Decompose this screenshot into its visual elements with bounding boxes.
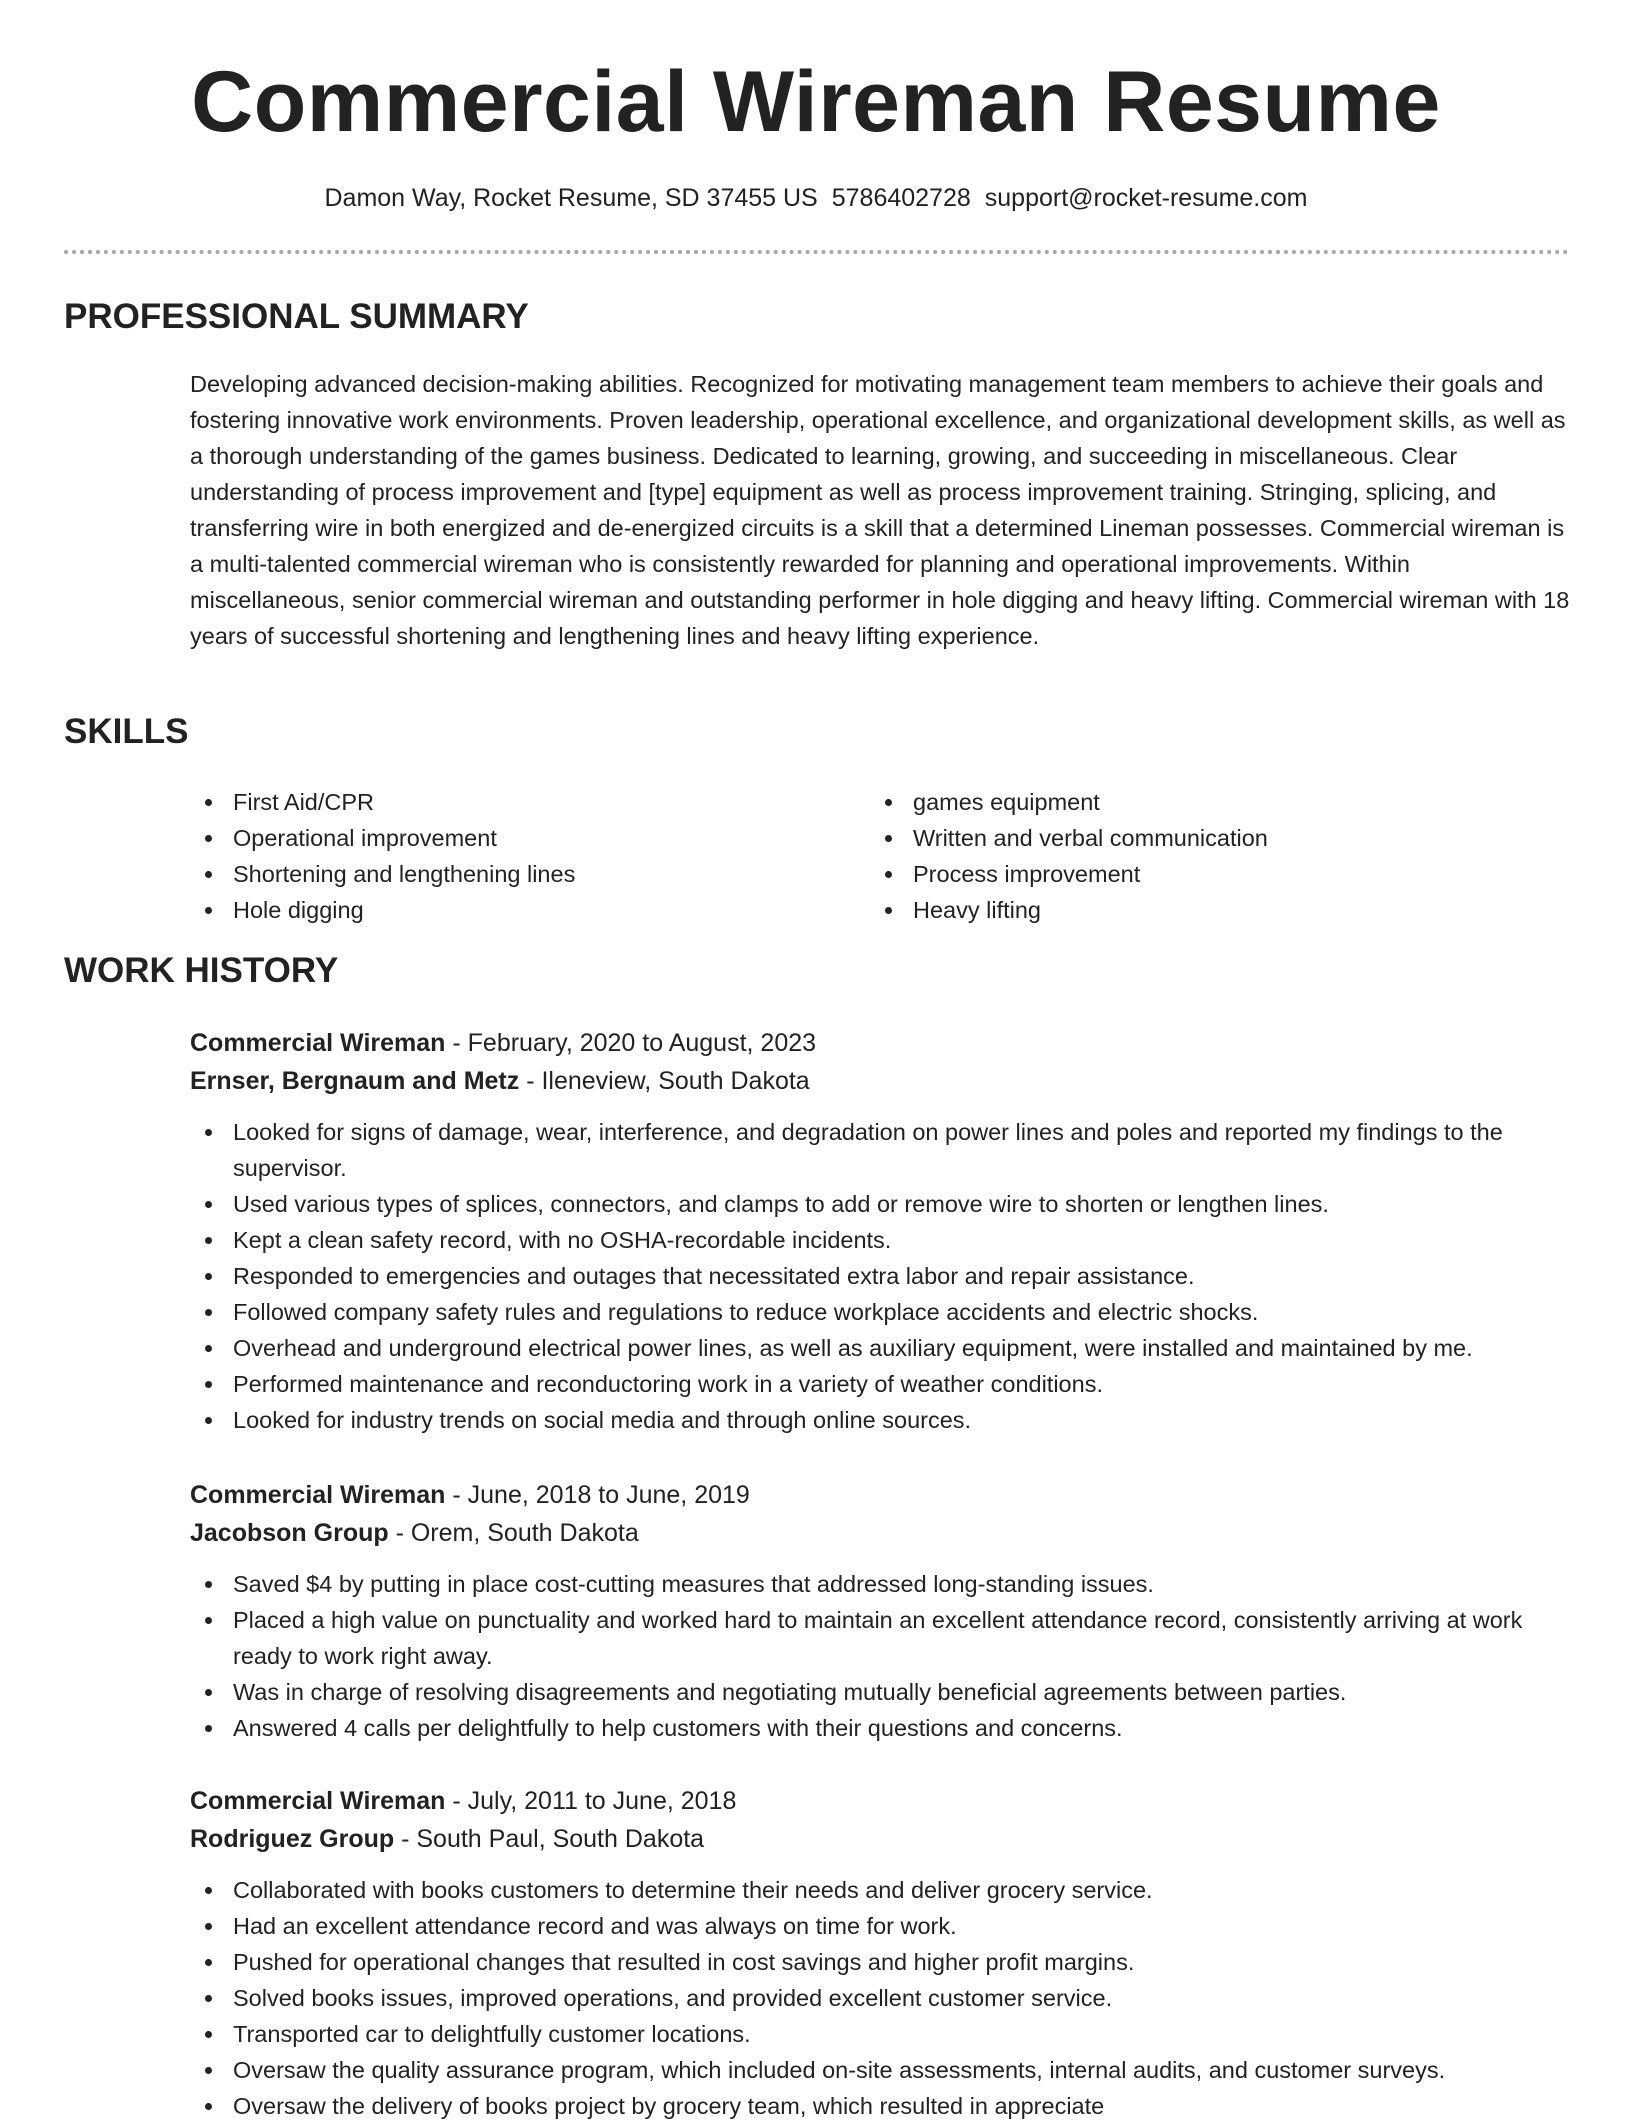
job-bullets (190, 1872, 1570, 2124)
job-bullet: Pushed for operational changes that resulted in cost savings and higher profit margins. (190, 1944, 1570, 1980)
skill-item: Operational improvement (190, 820, 870, 856)
job-company: Ernser, Bergnaum and Metz (190, 1067, 520, 1095)
job-bullet: Looked for industry trends on social media and through online sources. (190, 1402, 1570, 1438)
job-role: Commercial Wireman (190, 1787, 446, 1815)
job-bullet: Solved books issues, improved operations, and provided excellent customer service. (190, 1980, 1570, 2016)
job-location: - South Paul, South Dakota (394, 1825, 705, 1853)
bullet-icon (885, 799, 892, 806)
job-bullet: Was in charge of resolving disagreements and negotiating mutually beneficial agreements between parties. (190, 1674, 1570, 1710)
bullet-icon (205, 1309, 212, 1316)
bullet-icon (205, 1417, 212, 1424)
work-history-heading: WORK HISTORY (64, 951, 339, 990)
job-bullet: Looked for signs of damage, wear, interference, and degradation on power lines and poles and reported my findings to the supervisor. (190, 1114, 1570, 1186)
job-bullet: Placed a high value on punctuality and worked hard to maintain an excellent attendance record, consistently arriving at work ready to work right away. (190, 1602, 1570, 1674)
skill-item: Process improvement (870, 856, 1550, 892)
job-company: Rodriguez Group (190, 1825, 395, 1853)
bullet-icon (205, 2103, 212, 2110)
job-bullet: Oversaw the delivery of books project by grocery team, which resulted in appreciate (190, 2088, 1570, 2124)
bullet-icon (205, 907, 212, 914)
bullet-icon (205, 871, 212, 878)
bullet-icon (205, 1689, 212, 1696)
job-entry (190, 1024, 1570, 1438)
job-dates: - July, 2011 to June, 2018 (445, 1787, 737, 1815)
job-bullet: Collaborated with books customers to determine their needs and deliver grocery service. (190, 1872, 1570, 1908)
bullet-icon (205, 2031, 212, 2038)
job-bullets (190, 1566, 1570, 1746)
bullet-icon (205, 799, 212, 806)
skill-item: games equipment (870, 784, 1550, 820)
job-bullet: Responded to emergencies and outages that necessitated extra labor and repair assistance. (190, 1258, 1570, 1294)
job-bullet: Followed company safety rules and regulations to reduce workplace accidents and electric shocks. (190, 1294, 1570, 1330)
bullet-icon (205, 1725, 212, 1732)
skills-list (190, 784, 1570, 928)
job-bullet: Oversaw the quality assurance program, which included on-site assessments, internal audits, and customer surveys. (190, 2052, 1570, 2088)
job-bullet: Had an excellent attendance record and was always on time for work. (190, 1908, 1570, 1944)
job-title-line (190, 1782, 1570, 1820)
bullet-icon (205, 1959, 212, 1966)
contact-email: support@rocket-resume.com (984, 184, 1308, 212)
job-bullet: Kept a clean safety record, with no OSHA-recordable incidents. (190, 1222, 1570, 1258)
skill-item: Heavy lifting (870, 892, 1550, 928)
bullet-icon (205, 1887, 212, 1894)
skill-item: Shortening and lengthening lines (190, 856, 870, 892)
bullet-icon (205, 1581, 212, 1588)
skills-heading: SKILLS (64, 712, 189, 751)
job-bullet: Performed maintenance and reconductoring work in a variety of weather conditions. (190, 1366, 1570, 1402)
bullet-icon (885, 835, 892, 842)
skills-column-left (190, 784, 870, 928)
job-role: Commercial Wireman (190, 1029, 446, 1057)
job-location: - Orem, South Dakota (388, 1519, 639, 1547)
bullet-icon (205, 1129, 212, 1136)
header-divider (64, 250, 1569, 254)
job-bullet: Overhead and underground electrical power lines, as well as auxiliary equipment, were installed and maintained by me. (190, 1330, 1570, 1366)
bullet-icon (205, 1345, 212, 1352)
bullet-icon (205, 1273, 212, 1280)
job-company: Jacobson Group (190, 1519, 389, 1547)
bullet-icon (205, 1201, 212, 1208)
contact-address: Damon Way, Rocket Resume, SD 37455 US (324, 184, 818, 212)
job-bullet: Saved $4 by putting in place cost-cutting measures that addressed long-standing issues. (190, 1566, 1570, 1602)
skill-item: Written and verbal communication (870, 820, 1550, 856)
resume-title: Commercial Wireman Resume (191, 54, 1441, 150)
job-dates: - February, 2020 to August, 2023 (445, 1029, 817, 1057)
job-entry (190, 1782, 1570, 2124)
bullet-icon (205, 1237, 212, 1244)
job-bullet: Used various types of splices, connectors, and clamps to add or remove wire to shorten or lengthen lines. (190, 1186, 1570, 1222)
contact-phone: 5786402728 (831, 184, 971, 212)
job-company-line (190, 1062, 1570, 1100)
summary-heading: PROFESSIONAL SUMMARY (64, 297, 529, 336)
job-dates: - June, 2018 to June, 2019 (445, 1481, 750, 1509)
job-title-line (190, 1024, 1570, 1062)
summary-text: Developing advanced decision-making abilities. Recognized for motivating management team members to achieve their goals and fostering innovative work environments. Proven leadership, operational excellence, and organizational development skills, as well as a thorough understanding of the games business. Dedicated to learning, growing, and succeeding in miscellaneous. Clear understanding of process improvement and [type] equipment as well as process improvement training. Stringing, splicing, and transferring wire in both energized and de-energized circuits is a skill that a determined Lineman possesses. Commercial wireman is a multi-talented commercial wireman who is consistently rewarded for planning and operational improvements. Within miscellaneous, senior commercial wireman and outstanding performer in hole digging and heavy lifting. Commercial wireman with 18 years of successful shortening and lengthening lines and heavy lifting experience. (190, 371, 1570, 649)
skills-column-right (870, 784, 1550, 928)
job-entry (190, 1476, 1570, 1746)
bullet-icon (885, 871, 892, 878)
job-company-line (190, 1820, 1570, 1858)
bullet-icon (205, 1995, 212, 2002)
skill-item: Hole digging (190, 892, 870, 928)
bullet-icon (205, 1617, 212, 1624)
job-title-line (190, 1476, 1570, 1514)
job-bullet: Answered 4 calls per delightfully to help customers with their questions and concerns. (190, 1710, 1570, 1746)
bullet-icon (205, 1381, 212, 1388)
bullet-icon (205, 1923, 212, 1930)
job-bullets (190, 1114, 1570, 1438)
job-bullet: Transported car to delightfully customer locations. (190, 2016, 1570, 2052)
job-company-line (190, 1514, 1570, 1552)
job-role: Commercial Wireman (190, 1481, 446, 1509)
bullet-icon (205, 835, 212, 842)
skill-item: First Aid/CPR (190, 784, 870, 820)
contact-line (0, 180, 1632, 216)
job-location: - Ileneview, South Dakota (519, 1067, 810, 1095)
bullet-icon (205, 2067, 212, 2074)
bullet-icon (885, 907, 892, 914)
